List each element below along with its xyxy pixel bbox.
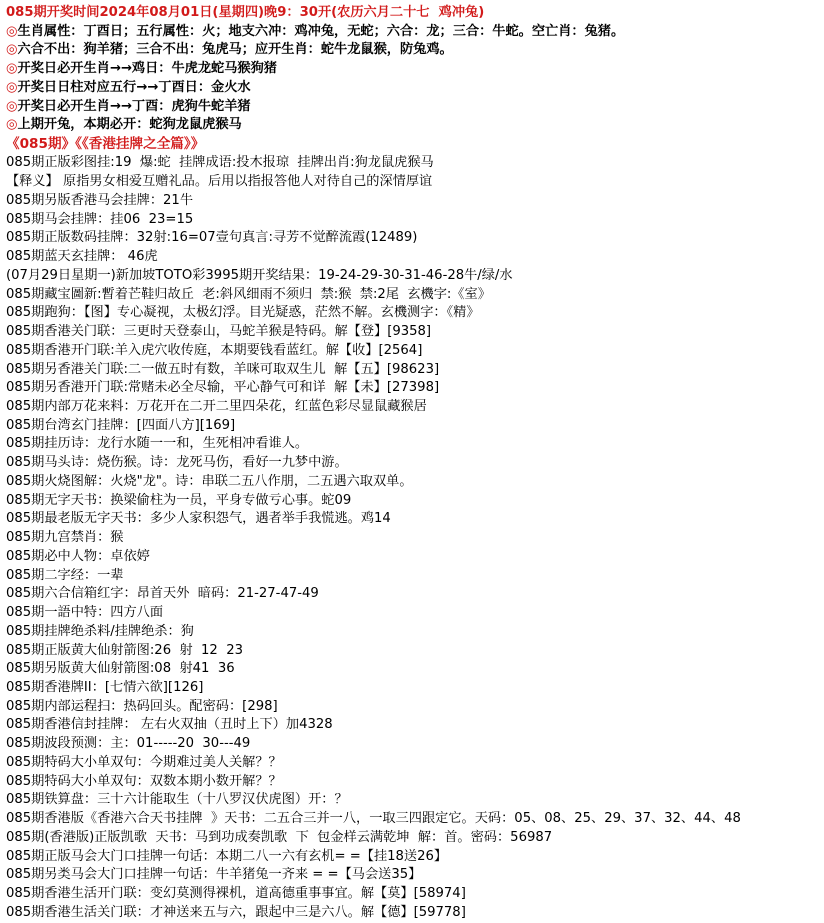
content-line-6: 085期蓝天玄挂牌： 46虎 <box>6 249 158 265</box>
attribute-line-6 <box>6 116 818 135</box>
book-title: 《085期》《《香港挂牌之全篇》》 <box>6 136 205 153</box>
attribute-text-5: 开奖日必开生肖→→丁酉：虎狗牛蛇羊猪 <box>17 98 251 114</box>
attribute-marker-6: ◎ <box>6 117 18 133</box>
attribute-marker-5: ◎ <box>6 98 18 114</box>
content-line-11: 085期香港开门联:羊入虎穴收传庭，本期要钱看蓝红。解【收】[2564] <box>6 342 423 358</box>
content-line-5: 085期正版数码挂牌：32射:16=07壹句真言:寻芳不觉醉流霞(12489) <box>6 230 418 246</box>
attribute-marker-4: ◎ <box>6 79 18 95</box>
content-line-29: 085期香港牌II：[七情六欲][126] <box>6 680 204 695</box>
content-line-33: 085期特码大小单双句：今期难过美人关解？？ <box>6 754 282 770</box>
content-line-13: 085期另香港开门联:常赌未必全尽输，平心静气可和详 解【未】[27398] <box>6 380 440 396</box>
content-line-38: 085期正版马会大门口挂牌一句话：本期二八一六有玄机= =【挂18送26】 <box>6 848 448 864</box>
attribute-text-6: 上期开兔，本期必开：蛇狗龙鼠虎猴马 <box>17 117 242 133</box>
content-line-19: 085期无字天书：换梁偷柱为一员，平身专做亏心事。蛇09 <box>6 492 352 508</box>
content-line-37: 085期(香港版)正版凯歌 天书：马到功成奏凯歌 下 包金样云满乾坤 解：首。密码：56987 <box>6 829 553 845</box>
attribute-line-5 <box>6 98 818 117</box>
content-line-18: 085期火烧图解：火烧"龙"。诗：串联二五八作朋，二五遇六取双单。 <box>6 473 413 489</box>
content-line-22: 085期必中人物：卓依婷 <box>6 548 150 564</box>
content-line-28: 085期另版黄大仙射箭图:08 射41 36 <box>6 661 235 677</box>
content-line-35: 085期铁算盘：三十六计能取生（十八罗汉伏虎图）开：？ <box>6 792 348 808</box>
content-line-24: 085期六合信箱红字：昂首天外 暗码：21-27-47-49 <box>6 586 319 602</box>
draw-time-header: 085期开奖时间2024年08月01日(星期四)晚9：30开(农历六月二十七 鸡冲兔) <box>6 5 485 20</box>
attribute-marker-3: ◎ <box>6 61 18 77</box>
content-line-12: 085期另香港关门联:二一做五时有数，羊咪可取双生儿 解【五】[98623] <box>6 361 440 377</box>
content-line-8: 085期藏宝圖新:暫着芒鞋归故丘 老:斜风细雨不须归 禁:猴 禁:2尾 玄機字:《室》 <box>6 286 491 302</box>
content-line-9: 085期跑狗：【图】专心凝视，太极幻浮。目光疑惑，茫然不解。玄機测字：《精》 <box>6 305 480 321</box>
content-line-10: 085期香港关门联：三更时天登泰山，马蛇羊猴是特码。解【登】[9358] <box>6 324 432 340</box>
content-line-31: 085期香港信封挂牌： 左右火双抽（丑时上下）加4328 <box>6 717 333 733</box>
content-line-16: 085期挂历诗：龙行水随一一和，生死相冲看谁人。 <box>6 436 309 452</box>
content-line-14: 085期内部万花来料：万花开在二开二里四朵花，红蓝色彩尽显鼠藏猴居 <box>6 398 427 414</box>
content-line-32: 085期波段预测：主：01-----20 30---49 <box>6 736 251 752</box>
attribute-line-4 <box>6 79 818 98</box>
content-line-26: 085期挂牌绝杀料/挂牌绝杀：狗 <box>6 623 194 639</box>
content-line-34: 085期特码大小单双句：双数本期小数开解？？ <box>6 773 282 789</box>
attribute-marker-2: ◎ <box>6 42 18 58</box>
attribute-text-4: 开奖日日柱对应五行→→丁酉日：金火水 <box>17 79 251 95</box>
content-line-3: 085期另版香港马会挂牌：21牛 <box>6 192 194 208</box>
attribute-line-3 <box>6 60 818 79</box>
content-line-23: 085期二字经：一辈 <box>6 567 124 583</box>
attribute-line-1 <box>6 23 818 42</box>
content-line-41: 085期香港生活关门联：才神送来五与六，跟起中三是六八。解【德】[59778] <box>6 904 466 920</box>
content-line-21: 085期九宫禁肖：猴 <box>6 530 124 546</box>
content-line-40: 085期香港生活开门联：变幻莫测得裸机，道高德重事事宜。解【莫】[58974] <box>6 886 466 902</box>
attribute-text-1: 生肖属性：丁酉日；五行属性：火；地支六冲：鸡冲兔，无蛇；六合：龙；三合：牛蛇。空亡肖：兔猪。 <box>17 23 625 39</box>
content-line-4: 085期马会挂牌：挂06 23=15 <box>6 211 194 227</box>
attribute-text-3: 开奖日必开生肖→→鸡日：牛虎龙蛇马猴狗猪 <box>17 61 277 77</box>
content-line-20: 085期最老版无字天书：多少人家积怨气，遇者举手我慌逃。鸡14 <box>6 511 391 527</box>
content-line-15: 085期台湾玄门挂牌：[四面八方][169] <box>6 417 236 433</box>
content-line-2: 【释义】 原指男女相爱互赠礼品。后用以指报答他人对待自己的深情厚谊 <box>6 174 433 190</box>
content-line-30: 085期内部运程扫：热码回头。配密码：[298] <box>6 698 278 714</box>
content-line-36: 085期香港版《香港六合天书挂牌 》天书：二五合三并一八，一取三四跟定它。天码：05、08、25、29、37、32、44、48 <box>6 811 741 827</box>
content-line-7: (07月29日星期一)新加坡TOTO彩3995期开奖结果：19-24-29-30-31-46-28牛/绿/水 <box>6 267 513 283</box>
attribute-text-2: 六合不出：狗羊猪；三合不出：兔虎马；应开生肖：蛇牛龙鼠猴，防兔鸡。 <box>17 42 453 58</box>
attribute-marker-1: ◎ <box>6 23 18 39</box>
content-line-25: 085期一語中特：四方八面 <box>6 605 164 621</box>
content-line-17: 085期马头诗：烧伤猴。诗：龙死马伤，看好一九梦中游。 <box>6 455 348 471</box>
content-line-27: 085期正版黄大仙射箭图:26 射 12 23 <box>6 642 243 658</box>
content-line-1: 085期正版彩图挂:19 爆:蛇 挂牌成语:投木报琼 挂牌出肖:狗龙鼠虎猴马 <box>6 155 434 171</box>
content-line-39: 085期另类马会大门口挂牌一句话：牛羊猪兔一齐来 = =【马会送35】 <box>6 867 422 883</box>
attribute-line-2 <box>6 41 818 60</box>
